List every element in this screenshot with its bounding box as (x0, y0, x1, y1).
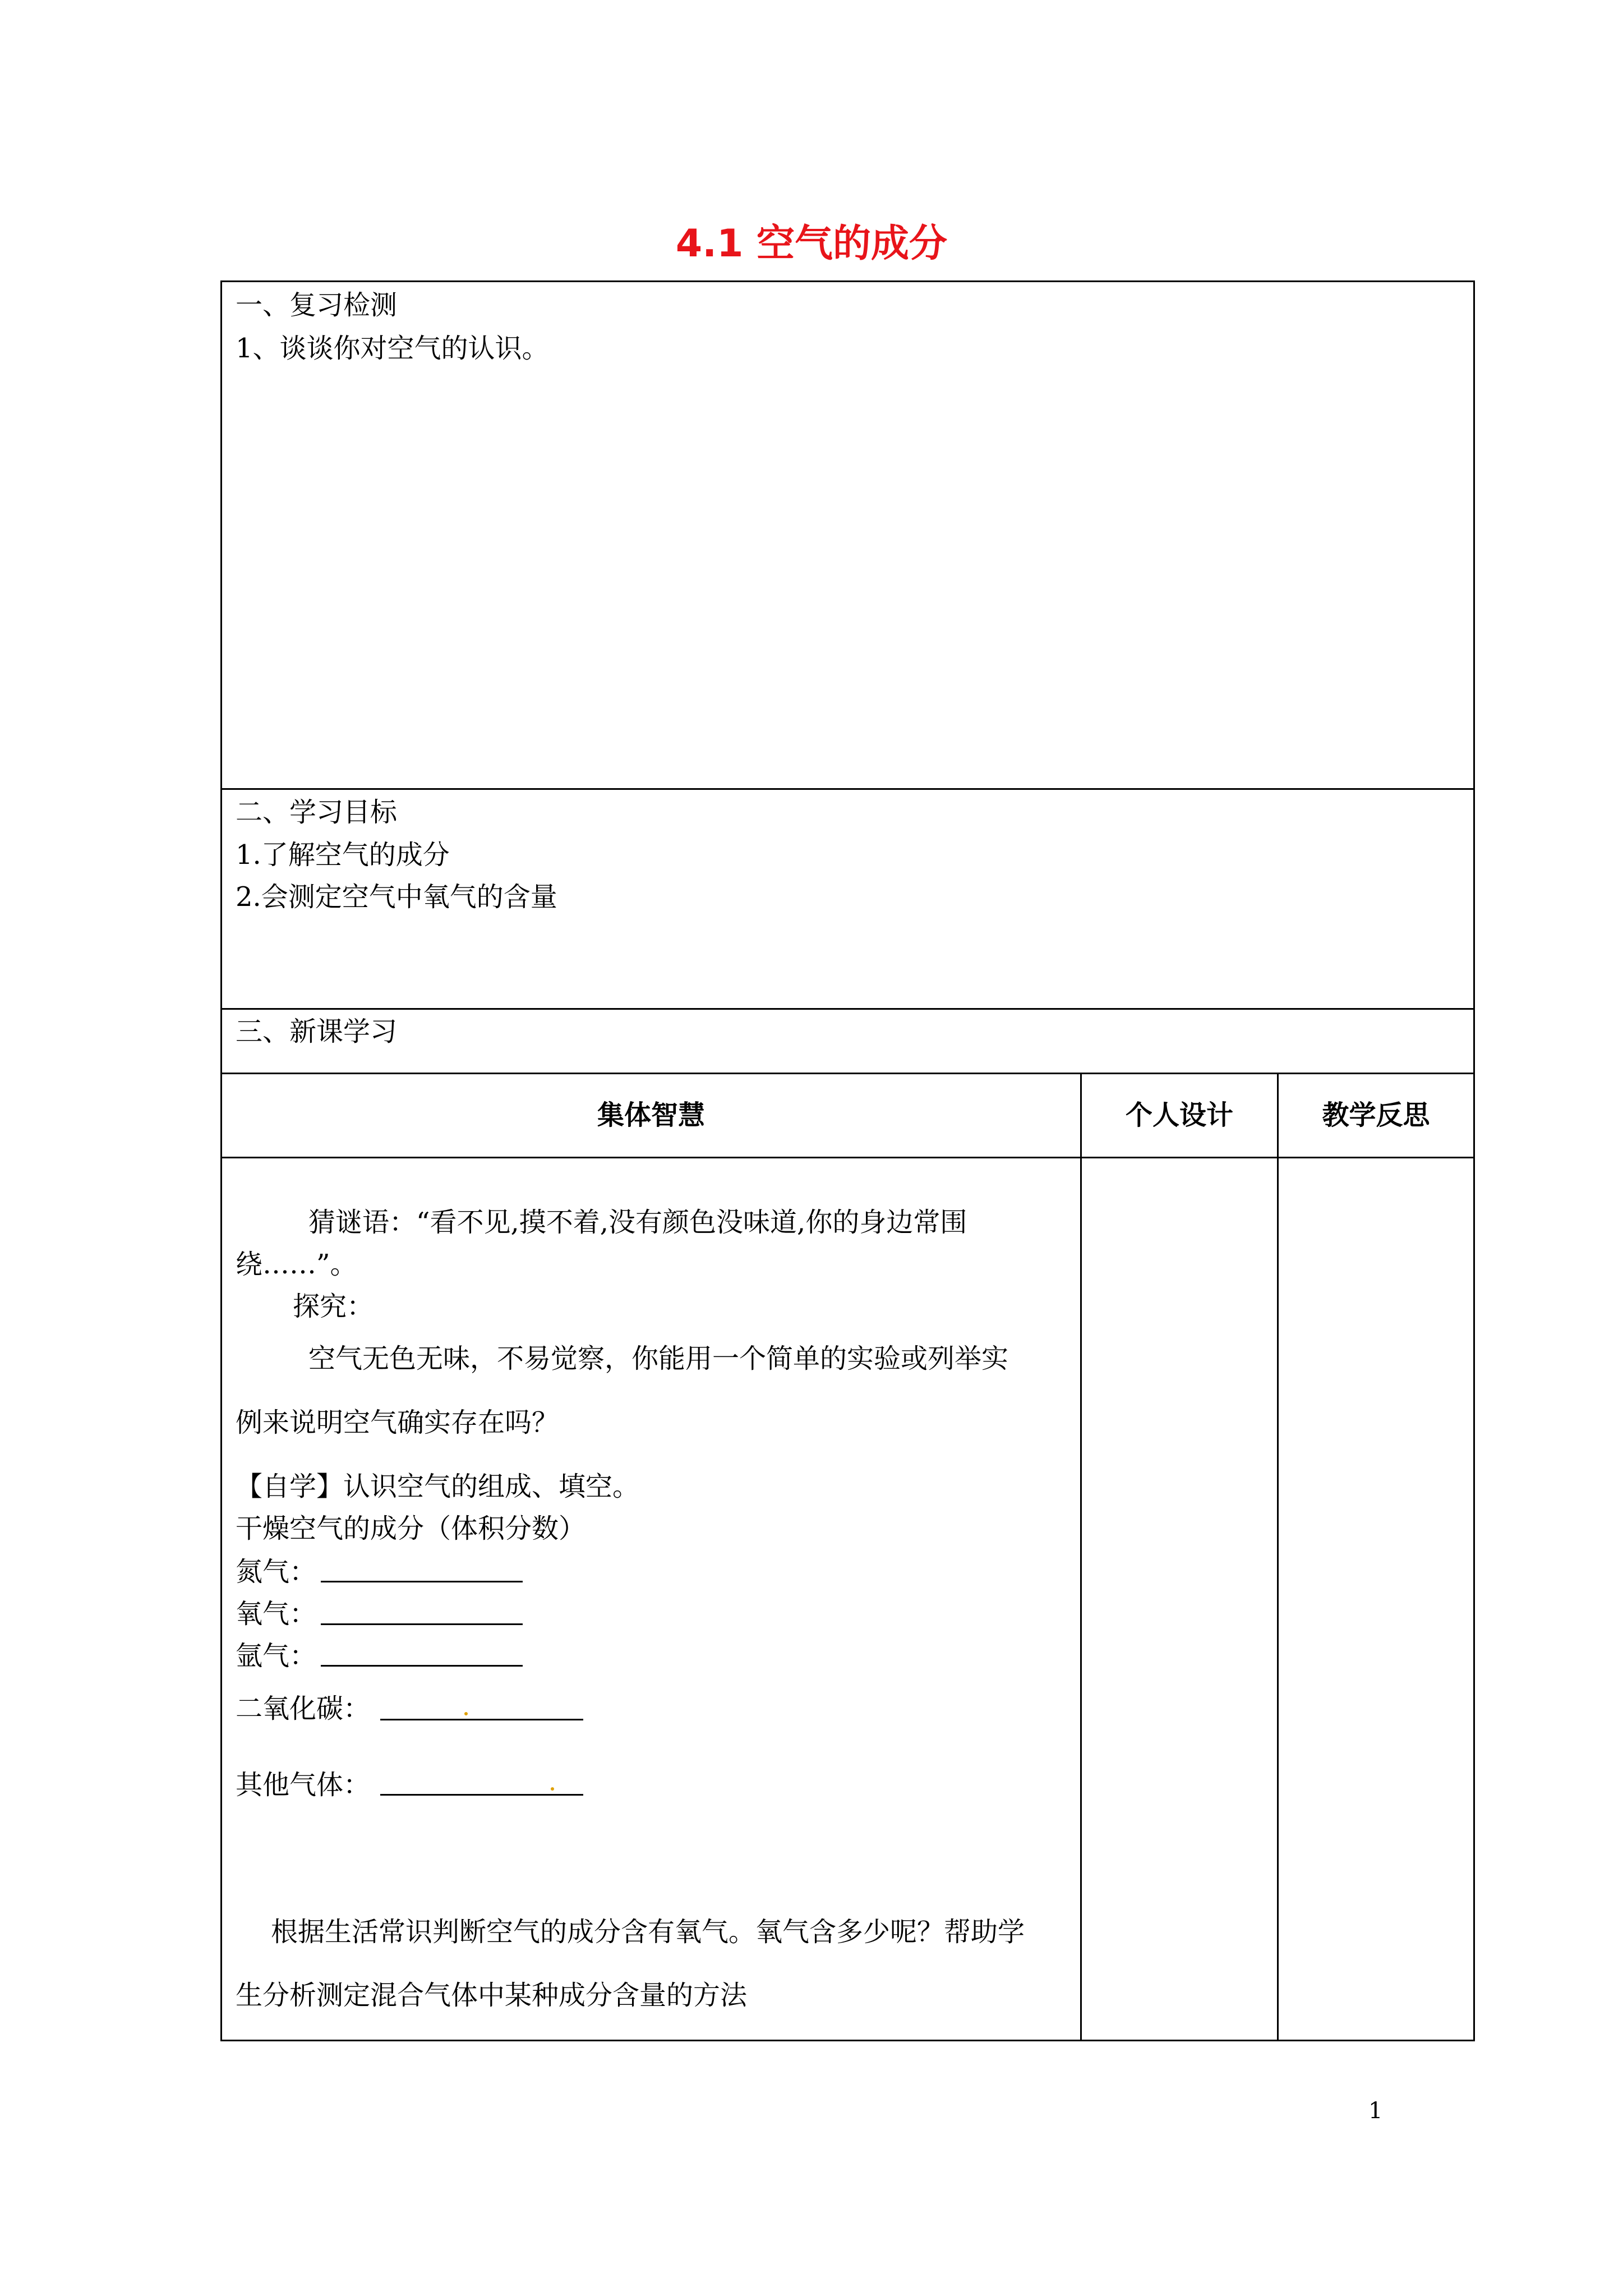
other-gas-blank-mark (551, 1787, 554, 1791)
co2-blank[interactable] (380, 1719, 583, 1720)
oxygen-blank[interactable] (321, 1623, 523, 1625)
column-header-personal: 个人设计 (1125, 1099, 1233, 1131)
nitrogen-label: 氮气： (236, 1556, 317, 1588)
review-question: 1、谈谈你对空气的认识。 (236, 333, 549, 364)
co2-label: 二氧化碳： (236, 1693, 371, 1724)
new-lesson-heading: 三、新课学习 (236, 1016, 398, 1047)
self-study-label: 【自学】认识空气的组成、填空。 (236, 1471, 640, 1502)
oxygen-label: 氧气： (236, 1598, 317, 1630)
row-divider-3 (220, 1073, 1475, 1074)
explore-label: 探究： (293, 1291, 374, 1322)
column-header-collective: 集体智慧 (597, 1099, 705, 1131)
page-title: 4.1 空气的成分 (675, 222, 948, 266)
table-border-top (220, 280, 1475, 282)
explore-text-1: 空气无色无味，不易觉察，你能用一个简单的实验或列举实 (308, 1343, 1009, 1374)
nitrogen-blank[interactable] (321, 1581, 523, 1582)
explore-text-2: 例来说明空气确实存在吗？ (236, 1407, 559, 1438)
judge-line-1: 根据生活常识判断空气的成分含有氧气。氧气含多少呢？帮助学 (271, 1916, 1025, 1948)
co2-blank-mark (464, 1712, 468, 1715)
argon-blank[interactable] (321, 1665, 523, 1667)
argon-label: 氩气： (236, 1640, 317, 1672)
row-divider-1 (220, 788, 1475, 790)
judge-line-2: 生分析测定混合气体中某种成分含量的方法 (236, 1980, 748, 2011)
table-border-bottom (220, 2040, 1475, 2041)
row-divider-2 (220, 1008, 1475, 1010)
goal-item-1: 1.了解空气的成分 (236, 839, 450, 871)
other-gas-label: 其他气体： (236, 1769, 371, 1801)
row-divider-4 (220, 1157, 1475, 1158)
riddle-line-2: 绕……”。 (236, 1249, 357, 1280)
column-header-reflection: 教学反思 (1322, 1099, 1430, 1131)
col-divider-1 (1080, 1073, 1082, 2041)
col-divider-2 (1277, 1073, 1279, 2041)
goal-item-2: 2.会测定空气中氧气的含量 (236, 881, 557, 913)
other-gas-blank[interactable] (380, 1794, 583, 1796)
riddle-line-1: 猜谜语：“看不见,摸不着,没有颜色没味道,你的身边常围 (308, 1207, 967, 1238)
dry-air-label: 干燥空气的成分（体积分数） (236, 1513, 586, 1544)
review-heading: 一、复习检测 (236, 289, 398, 321)
page-number: 1 (1368, 2098, 1383, 2124)
goals-heading: 二、学习目标 (236, 797, 398, 828)
table-border-right (1473, 280, 1475, 2041)
table-border-left (220, 280, 222, 2041)
